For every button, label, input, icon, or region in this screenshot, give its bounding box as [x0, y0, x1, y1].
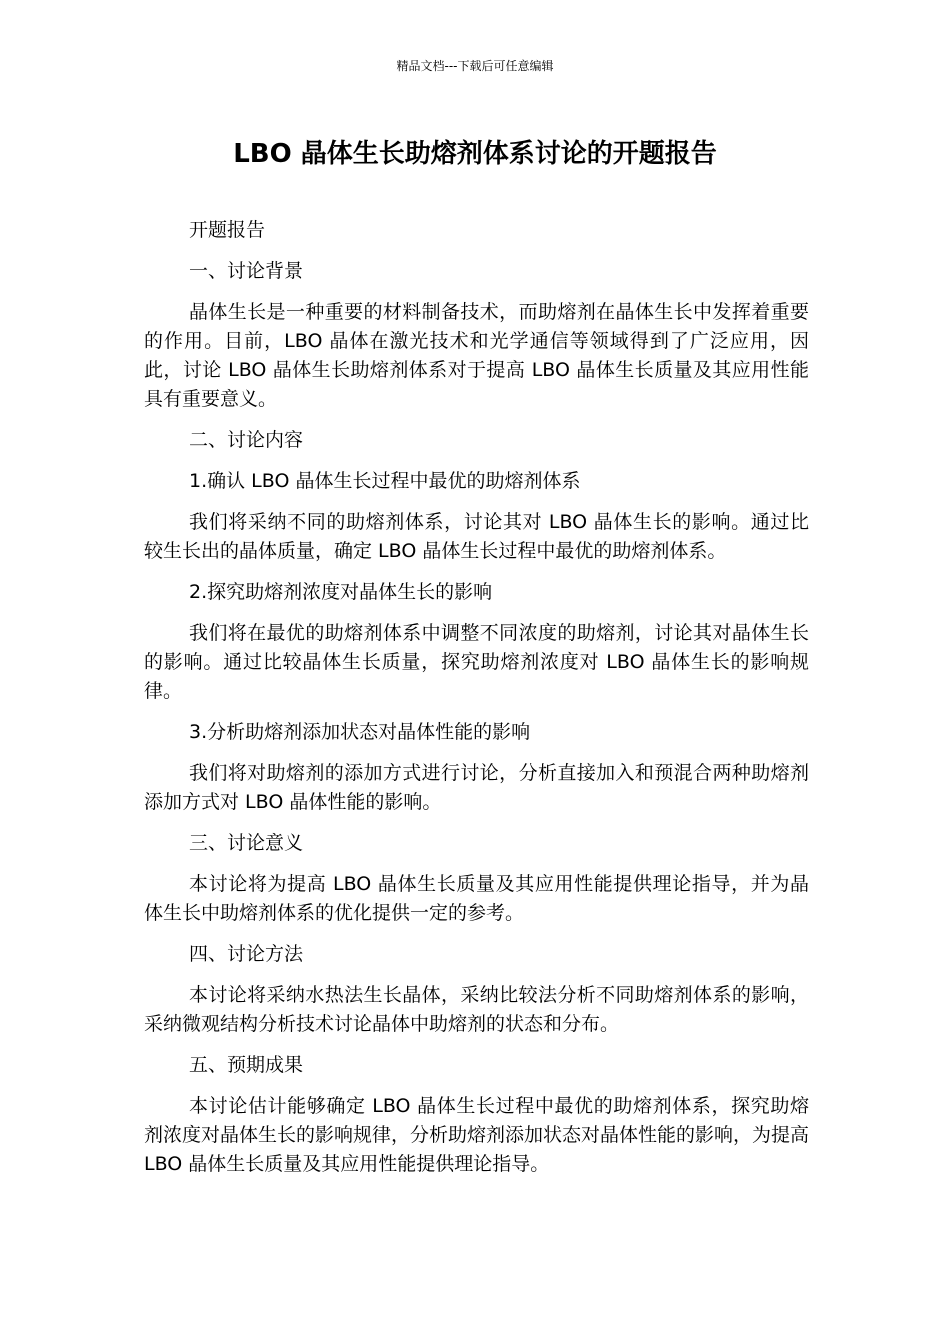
background-paragraph: 晶体生长是一种重要的材料制备技术，而助熔剂在晶体生长中发挥着重要的作用。目前，LBO 晶体在激光技术和光学通信等领域得到了广泛应用，因此，讨论 LBO 晶体生长助熔剂体系对于提高 LBO 晶体生长质量及其应用性能具有重要意义。: [144, 301, 809, 410]
section-heading-background: 一、讨论背景: [189, 260, 304, 282]
page-header-watermark: 精品文档---下载后可任意编辑: [396, 59, 554, 73]
document-title: LBO 晶体生长助熔剂体系讨论的开题报告: [233, 139, 717, 169]
section-heading-content: 二、讨论内容: [189, 429, 304, 451]
subsection-paragraph-2: 我们将在最优的助熔剂体系中调整不同浓度的助熔剂，讨论其对晶体生长的影响。通过比较晶体生长质量，探究助熔剂浓度对 LBO 晶体生长的影响规律。: [144, 622, 809, 702]
subsection-heading-3: 3.分析助熔剂添加状态对晶体性能的影响: [189, 721, 531, 743]
significance-paragraph: 本讨论将为提高 LBO 晶体生长质量及其应用性能提供理论指导，并为晶体生长中助熔剂体系的优化提供一定的参考。: [144, 873, 809, 924]
document-body: [144, 216, 809, 1191]
section-heading-expected-results: 五、预期成果: [189, 1054, 304, 1076]
section-heading-significance: 三、讨论意义: [189, 832, 304, 854]
subsection-paragraph-3: 我们将对助熔剂的添加方式进行讨论，分析直接加入和预混合两种助熔剂添加方式对 LBO 晶体性能的影响。: [144, 762, 809, 813]
section-heading-methods: 四、讨论方法: [189, 943, 304, 965]
methods-paragraph: 本讨论将采纳水热法生长晶体，采纳比较法分析不同助熔剂体系的影响，采纳微观结构分析技术讨论晶体中助熔剂的状态和分布。: [144, 984, 809, 1035]
report-label: 开题报告: [189, 219, 266, 241]
subsection-heading-1: 1.确认 LBO 晶体生长过程中最优的助熔剂体系: [189, 470, 581, 492]
subsection-heading-2: 2.探究助熔剂浓度对晶体生长的影响: [189, 581, 493, 603]
subsection-paragraph-1: 我们将采纳不同的助熔剂体系，讨论其对 LBO 晶体生长的影响。通过比较生长出的晶体质量，确定 LBO 晶体生长过程中最优的助熔剂体系。: [144, 511, 809, 562]
expected-results-paragraph: 本讨论估计能够确定 LBO 晶体生长过程中最优的助熔剂体系，探究助熔剂浓度对晶体生长的影响规律，分析助熔剂添加状态对晶体性能的影响，为提高 LBO 晶体生长质量及其应用性能提供理论指导。: [144, 1095, 810, 1175]
